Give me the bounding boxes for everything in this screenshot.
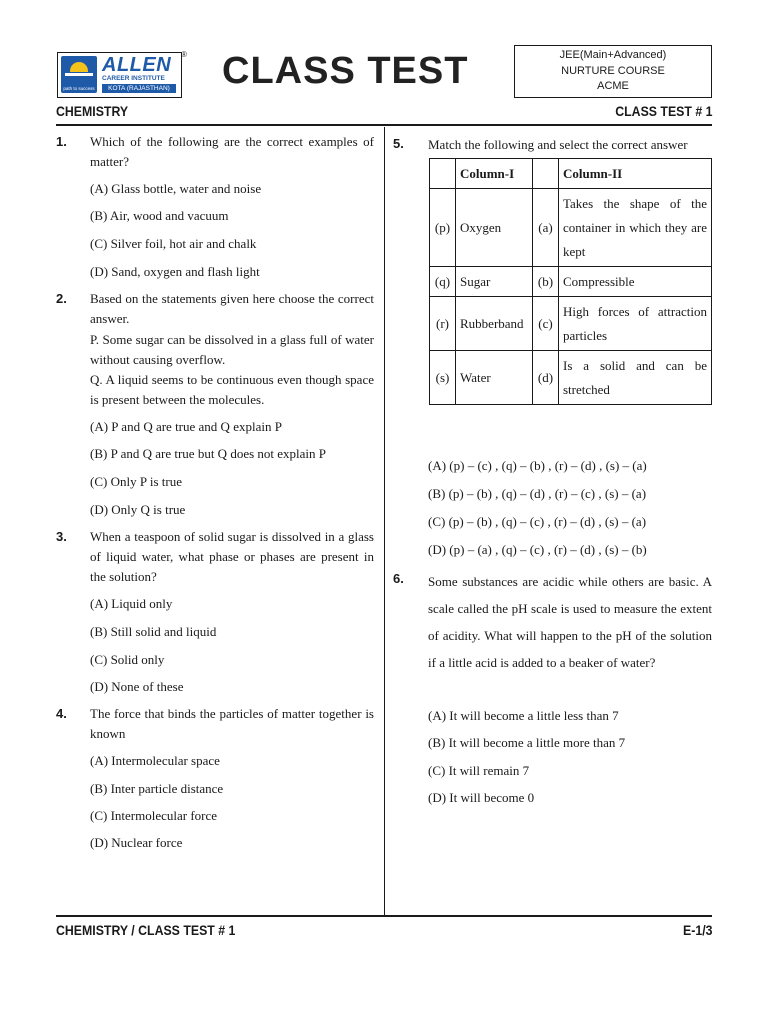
option: (A) Liquid only: [90, 596, 173, 611]
question-number: 6.: [393, 571, 404, 586]
table-cell: [533, 159, 559, 189]
question-number: 4.: [56, 706, 67, 721]
option: (D) None of these: [90, 679, 184, 694]
question-number: 1.: [56, 134, 67, 149]
row-item: High forces of attraction particles: [559, 297, 712, 351]
statement-p: P. Some sugar can be dissolved in a glass full of water without causing overflow.: [90, 332, 374, 367]
option: (C) Solid only: [90, 652, 165, 667]
table-cell: [430, 159, 456, 189]
footer-divider: [56, 915, 712, 917]
option: (D) It will become 0: [428, 790, 535, 805]
row-item: Compressible: [559, 267, 712, 297]
row-item: Water: [456, 351, 533, 405]
page-title: CLASS TEST: [222, 50, 469, 92]
table-row: [430, 189, 712, 267]
footer-label: CHEMISTRY / CLASS TEST # 1: [56, 922, 236, 938]
subject-label: CHEMISTRY: [56, 103, 129, 119]
option: (B) It will become a little more than 7: [428, 735, 626, 750]
header-divider: [56, 124, 712, 126]
row-key: (q): [430, 267, 456, 297]
question-number: 2.: [56, 291, 67, 306]
option: (C) (p) – (b) , (q) – (c) , (r) – (d) , (s) – (a): [428, 514, 647, 529]
registered-mark-icon: ®: [181, 50, 187, 59]
match-table: [429, 158, 712, 405]
logo-location: KOTA (RAJASTHAN): [102, 84, 176, 93]
option: (B) Air, wood and vacuum: [90, 208, 229, 223]
row-item: Sugar: [456, 267, 533, 297]
question-text: When a teaspoon of solid sugar is dissolved in a glass of liquid water, what phase or phases are present in the solution?: [90, 529, 374, 584]
question-text: Match the following and select the correct answer: [428, 137, 688, 152]
option: (A) (p) – (c) , (q) – (b) , (r) – (d) , (s) – (a): [428, 458, 647, 473]
course-line: NURTURE COURSE: [561, 64, 665, 77]
option: (C) Intermolecular force: [90, 808, 218, 823]
allen-emblem-icon: path to success: [61, 56, 97, 93]
statement-q: Q. A liquid seems to be continuous even though space is present between the molecules.: [90, 372, 374, 407]
option: (D) Sand, oxygen and flash light: [90, 264, 260, 279]
row-key: (c): [533, 297, 559, 351]
option: (C) It will remain 7: [428, 763, 530, 778]
column-i-header: Column-I: [456, 159, 533, 189]
option: (C) Only P is true: [90, 474, 182, 489]
column-divider: [384, 127, 385, 916]
row-item: Is a solid and can be stretched: [559, 351, 712, 405]
table-row: [430, 267, 712, 297]
logo-brand: ALLEN: [102, 54, 172, 76]
option: (A) Intermolecular space: [90, 753, 220, 768]
option: (B) Inter particle distance: [90, 781, 224, 796]
option: (D) Only Q is true: [90, 502, 186, 517]
row-key: (b): [533, 267, 559, 297]
course-line: ACME: [597, 80, 629, 92]
option: (D) (p) – (a) , (q) – (c) , (r) – (d) , (s) – (b): [428, 542, 647, 557]
option: (A) Glass bottle, water and noise: [90, 181, 262, 196]
question-text: The force that binds the particles of matter together is known: [90, 706, 374, 741]
question-text: Which of the following are the correct examples of matter?: [90, 134, 374, 169]
row-key: (d): [533, 351, 559, 405]
table-row: [430, 351, 712, 405]
question-number: 3.: [56, 529, 67, 544]
row-key: (a): [533, 189, 559, 267]
option: (C) Silver foil, hot air and chalk: [90, 236, 257, 251]
option: (B) (p) – (b) , (q) – (d) , (r) – (c) , (s) – (a): [428, 486, 647, 501]
option: (D) Nuclear force: [90, 835, 183, 850]
option: (B) Still solid and liquid: [90, 624, 217, 639]
row-key: (r): [430, 297, 456, 351]
match-table-header: [430, 159, 712, 189]
test-number: CLASS TEST # 1: [614, 103, 712, 119]
column-ii-header: Column-II: [559, 159, 712, 189]
row-item: Rubberband: [456, 297, 533, 351]
row-item: Takes the shape of the container in which they are kept: [559, 189, 712, 267]
allen-logo: [57, 52, 182, 98]
table-row: [430, 297, 712, 351]
question-text: Some substances are acidic while others are basic. A scale called the pH scale is used to measure the extent of acidity. What will happen to the pH of the solution if a little acid is added to a beaker of water?: [428, 574, 712, 670]
option: (A) P and Q are true and Q explain P: [90, 419, 282, 434]
row-key: (p): [430, 189, 456, 267]
logo-institute: CAREER INSTITUTE: [102, 75, 165, 82]
option: (B) P and Q are true but Q does not explain P: [90, 446, 326, 461]
course-line: JEE(Main+Advanced): [559, 49, 667, 61]
question-number: 5.: [393, 136, 404, 151]
option: (A) It will become a little less than 7: [428, 708, 619, 723]
row-key: (s): [430, 351, 456, 405]
course-box: [514, 45, 712, 98]
question-text: Based on the statements given here choose the correct answer.: [90, 291, 374, 326]
row-item: Oxygen: [456, 189, 533, 267]
page-number: E-1/3: [682, 922, 712, 938]
